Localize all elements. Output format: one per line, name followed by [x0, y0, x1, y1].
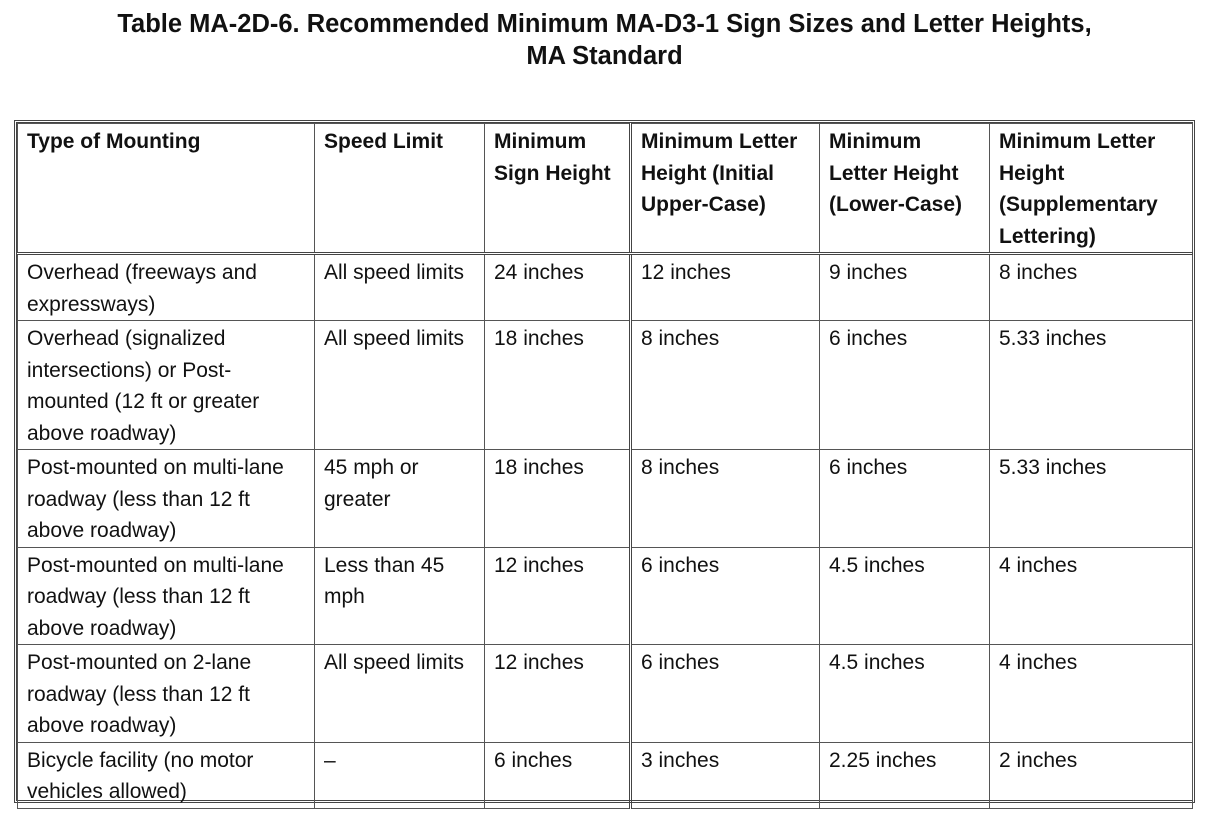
cell-minimum-sign-height: 12 inches — [485, 547, 631, 645]
cell-letter-height-lower: 4.5 inches — [820, 547, 990, 645]
table-title-line-2: MA Standard — [526, 42, 683, 70]
cell-letter-height-initial: 6 inches — [631, 645, 820, 743]
header-letter-height-supplementary: Minimum Letter Height (Supplementary Lettering) — [990, 124, 1193, 254]
cell-letter-height-lower: 6 inches — [820, 450, 990, 548]
cell-type-of-mounting: Post-mounted on multi-lane roadway (less than 12 ft above roadway) — [18, 547, 315, 645]
cell-minimum-sign-height: 12 inches — [485, 645, 631, 743]
cell-letter-height-supplementary: 5.33 inches — [990, 450, 1193, 548]
cell-speed-limit: All speed limits — [315, 254, 485, 321]
cell-type-of-mounting: Overhead (signalized intersections) or Post-mounted (12 ft or greater above roadway) — [18, 321, 315, 450]
table-row — [18, 254, 1193, 321]
header-speed-limit: Speed Limit — [315, 124, 485, 254]
cell-letter-height-supplementary: 5.33 inches — [990, 321, 1193, 450]
cell-letter-height-lower: 4.5 inches — [820, 645, 990, 743]
cell-letter-height-supplementary: 8 inches — [990, 254, 1193, 321]
cell-speed-limit: – — [315, 742, 485, 808]
table-title — [0, 8, 1209, 72]
cell-minimum-sign-height: 18 inches — [485, 321, 631, 450]
cell-type-of-mounting: Bicycle facility (no motor vehicles allowed) — [18, 742, 315, 808]
cell-type-of-mounting: Post-mounted on 2-lane roadway (less than 12 ft above roadway) — [18, 645, 315, 743]
cell-speed-limit: All speed limits — [315, 321, 485, 450]
table-row — [18, 547, 1193, 645]
table-header-row — [18, 124, 1193, 254]
cell-letter-height-initial: 8 inches — [631, 450, 820, 548]
cell-letter-height-lower: 2.25 inches — [820, 742, 990, 808]
cell-speed-limit: 45 mph or greater — [315, 450, 485, 548]
cell-letter-height-initial: 8 inches — [631, 321, 820, 450]
cell-speed-limit: Less than 45 mph — [315, 547, 485, 645]
cell-letter-height-initial: 12 inches — [631, 254, 820, 321]
cell-letter-height-initial: 6 inches — [631, 547, 820, 645]
table-row — [18, 321, 1193, 450]
cell-type-of-mounting: Post-mounted on multi-lane roadway (less than 12 ft above roadway) — [18, 450, 315, 548]
header-letter-height-initial-upper-case: Minimum Letter Height (Initial Upper-Case) — [631, 124, 820, 254]
sign-size-table — [17, 123, 1193, 809]
cell-letter-height-initial: 3 inches — [631, 742, 820, 808]
cell-letter-height-supplementary: 4 inches — [990, 645, 1193, 743]
table-row — [18, 645, 1193, 743]
cell-type-of-mounting: Overhead (freeways and expressways) — [18, 254, 315, 321]
header-type-of-mounting: Type of Mounting — [18, 124, 315, 254]
header-minimum-sign-height: Minimum Sign Height — [485, 124, 631, 254]
table-row — [18, 450, 1193, 548]
cell-speed-limit: All speed limits — [315, 645, 485, 743]
cell-letter-height-supplementary: 2 inches — [990, 742, 1193, 808]
cell-letter-height-supplementary: 4 inches — [990, 547, 1193, 645]
cell-minimum-sign-height: 18 inches — [485, 450, 631, 548]
header-letter-height-lower-case: Minimum Letter Height (Lower-Case) — [820, 124, 990, 254]
table-row — [18, 742, 1193, 808]
table-title-line-1: Table MA-2D-6. Recommended Minimum MA-D3-1 Sign Sizes and Letter Heights, — [117, 10, 1092, 38]
cell-letter-height-lower: 9 inches — [820, 254, 990, 321]
cell-letter-height-lower: 6 inches — [820, 321, 990, 450]
cell-minimum-sign-height: 6 inches — [485, 742, 631, 808]
cell-minimum-sign-height: 24 inches — [485, 254, 631, 321]
sign-size-table-frame — [14, 120, 1195, 803]
